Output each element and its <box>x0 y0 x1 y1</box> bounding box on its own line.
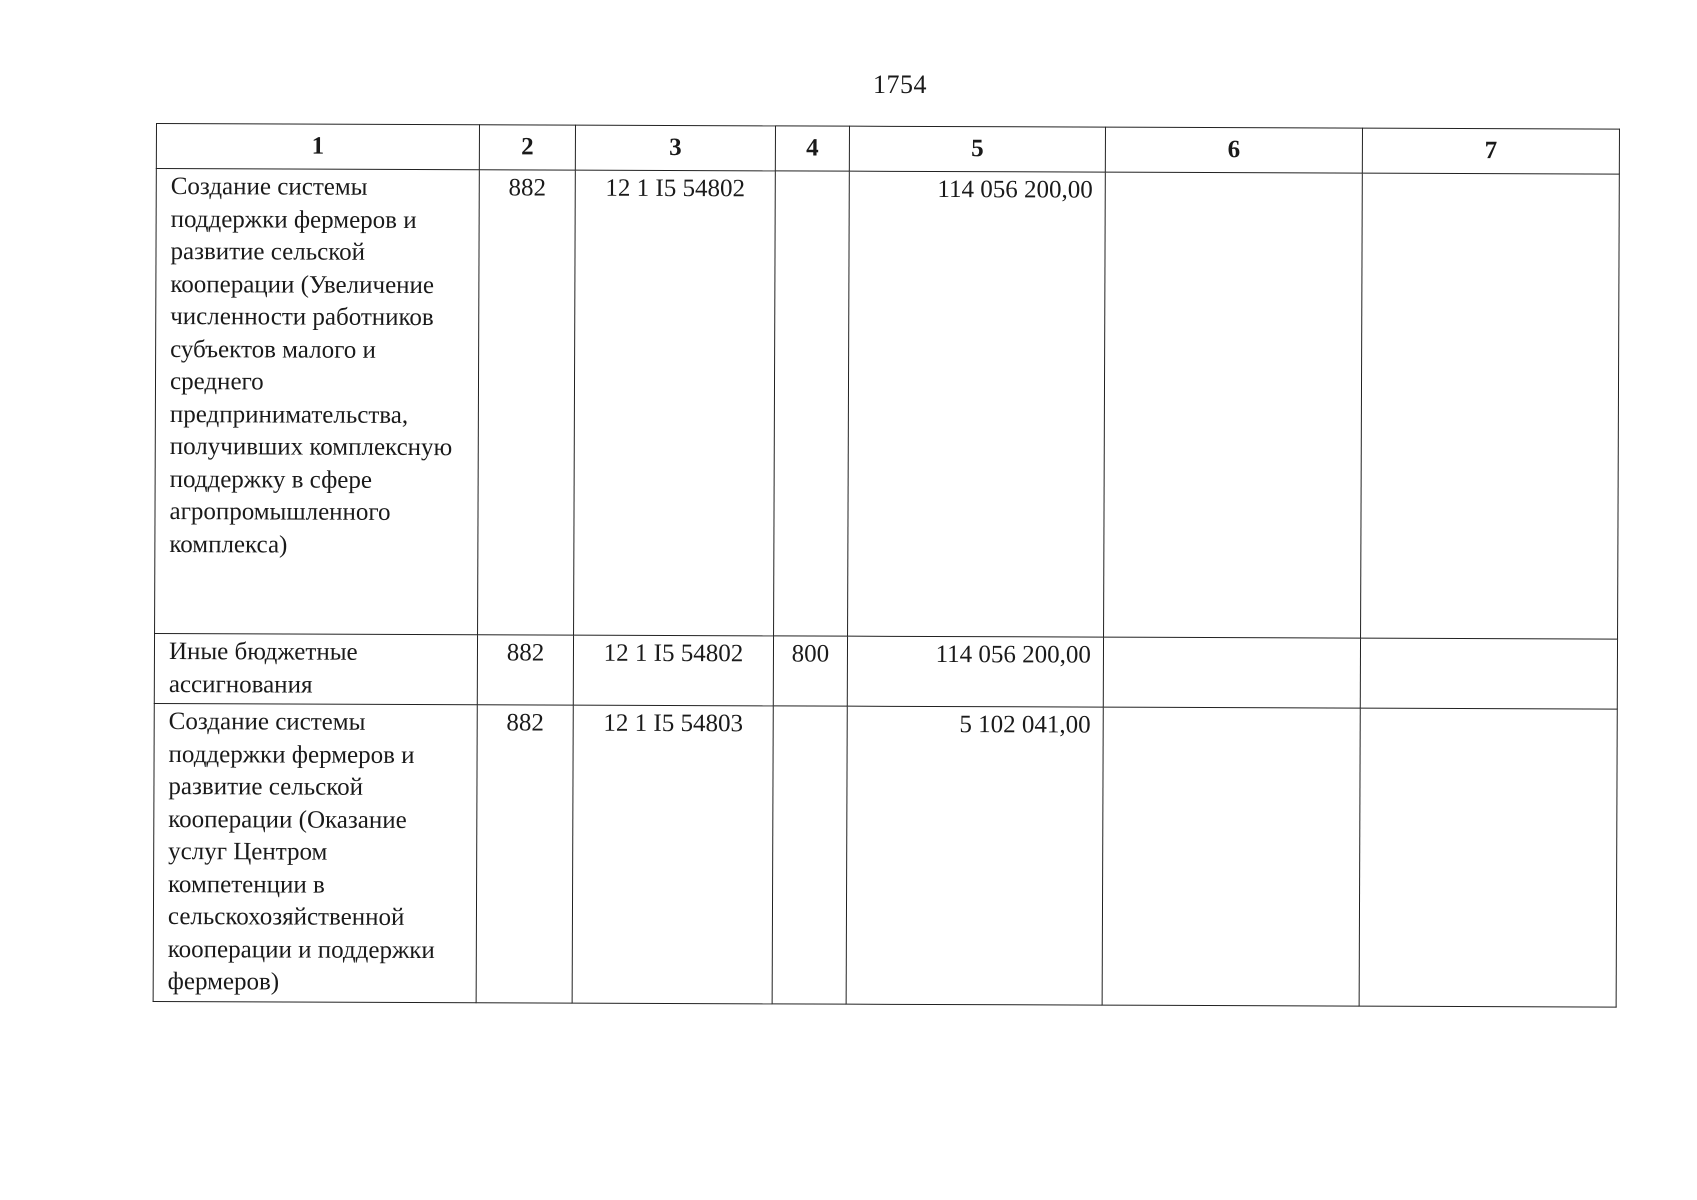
expense-type-cell <box>772 706 847 1004</box>
column-header: 4 <box>775 126 849 171</box>
expense-type-cell <box>774 171 850 636</box>
ministry-code-cell: 882 <box>478 170 576 635</box>
target-article-cell: 12 1 I5 54802 <box>574 170 776 636</box>
column-header: 7 <box>1362 128 1619 174</box>
table-row <box>155 169 1620 640</box>
target-article-cell: 12 1 I5 54803 <box>572 705 773 1003</box>
amount-cell: 5 102 041,00 <box>846 706 1103 1004</box>
table-header-row <box>156 124 1619 175</box>
page-number: 1754 <box>873 70 927 99</box>
table-row <box>153 703 1617 1006</box>
empty-cell <box>1104 172 1363 638</box>
row-name-cell: Иные бюджетные ассигнования <box>154 633 477 704</box>
ministry-code-cell: 882 <box>476 705 573 1003</box>
column-header: 6 <box>1105 127 1362 173</box>
column-header: 2 <box>479 125 575 170</box>
row-name-cell: Создание системы поддержки фермеров и развитие сельской кооперации (Оказание услуг Центром компетенции в сельскохозяйственной кооперации и поддержки фермеров) <box>153 703 477 1002</box>
empty-cell <box>1359 708 1617 1006</box>
row-name-cell: Создание системы поддержки фермеров и развитие сельской кооперации (Увеличение численности работников субъектов малого и среднего предпринимательства, получивших комплексную поддержку в сфере агропромышленного комплекса) <box>155 169 480 635</box>
empty-cell <box>1103 637 1360 708</box>
amount-cell: 114 056 200,00 <box>848 171 1106 637</box>
target-article-cell: 12 1 I5 54802 <box>573 635 773 706</box>
budget-table <box>153 123 1620 1007</box>
column-header: 3 <box>575 125 775 171</box>
empty-cell <box>1102 707 1360 1005</box>
empty-cell <box>1360 638 1617 709</box>
table-row <box>154 633 1617 709</box>
column-header: 1 <box>156 124 479 170</box>
column-header: 5 <box>849 126 1105 172</box>
empty-cell <box>1361 173 1620 639</box>
ministry-code-cell: 882 <box>477 635 573 705</box>
amount-cell: 114 056 200,00 <box>847 636 1103 707</box>
expense-type-cell: 800 <box>773 636 847 706</box>
